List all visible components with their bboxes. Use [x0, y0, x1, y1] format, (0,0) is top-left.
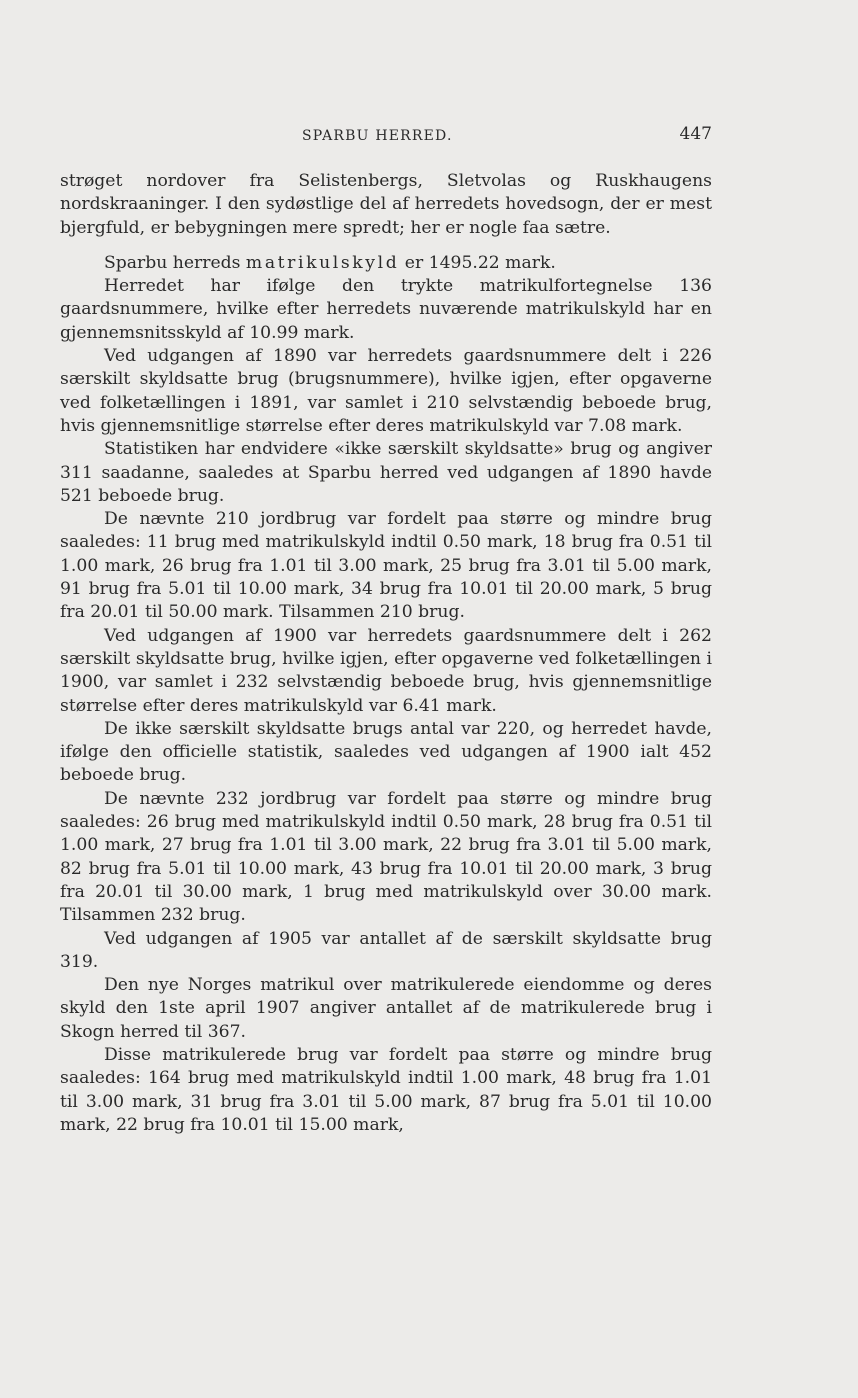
body-text	[60, 170, 712, 1137]
running-title: SPARBU HERRED.	[302, 128, 453, 144]
page-number: 447	[679, 124, 712, 144]
paragraph: strøget nordover fra Selistenbergs, Sletvolas og Ruskhaugens nordskraaninger. I den sydøstlige del af herredets hovedsogn, der er mest bjergfuld, er bebygningen mere spredt; her er nogle faa sætre.	[60, 171, 712, 238]
paragraph: Ved udgangen af 1905 var antallet af de særskilt skyldsatte brug 319.	[60, 928, 712, 972]
matrikulskyld-term: matrikulskyld	[245, 252, 400, 273]
paragraph: De nævnte 232 jordbrug var fordelt paa større og mindre brug saaledes: 26 brug med matrikulskyld indtil 0.50 mark, 28 brug fra 0.51 til 1.00 mark, 27 brug fra 1.01 til 3.00 mark, 22 brug fra 3.01 til 5.00 mark, 82 brug fra 5.01 til 10.00 mark, 43 brug fra 10.01 til 20.00 mark, 3 brug fra 20.01 til 30.00 mark, 1 brug med matrikulskyld over 30.00 mark. Tilsammen 232 brug.	[60, 788, 712, 926]
paragraph: De ikke særskilt skyldsatte brugs antal var 220, og herredet havde, ifølge den officielle statistik, saaledes ved udgangen af 1900 ialt 452 beboede brug.	[60, 718, 712, 786]
matrikulskyld-paragraph	[60, 252, 712, 275]
paragraph: Statistiken har endvidere «ikke særskilt skyldsatte» brug og angiver 311 saadanne, saaledes at Sparbu herred ved udgangen af 1890 havde 521 beboede brug.	[60, 439, 712, 506]
matrikulskyld-prefix: Sparbu herreds	[104, 252, 241, 273]
paragraph: Disse matrikulerede brug var fordelt paa større og mindre brug saaledes: 164 brug med matrikulskyld indtil 1.00 mark, 48 brug fra 1.01 til 3.00 mark, 31 brug fra 3.01 til 5.00 mark, 87 brug fra 5.01 til 10.00 mark, 22 brug fra 10.01 til 15.00 mark,	[60, 1044, 712, 1135]
paragraph: Herredet har ifølge den trykte matrikulfortegnelse 136 gaardsnummere, hvilke efter herredets nuværende matrikulskyld har en gjennemsnitsskyld af 10.99 mark.	[60, 276, 712, 343]
paragraph: Den nye Norges matrikul over matrikulerede eiendomme og deres skyld den 1ste april 1907 angiver antallet af de matrikulerede brug i Skogn herred til 367.	[60, 975, 712, 1042]
matrikulskyld-suffix: er 1495.22 mark.	[404, 252, 556, 273]
paragraph: De nævnte 210 jordbrug var fordelt paa større og mindre brug saaledes: 11 brug med matrikulskyld indtil 0.50 mark, 18 brug fra 0.51 til 1.00 mark, 26 brug fra 1.01 til 3.00 mark, 25 brug fra 3.01 til 5.00 mark, 91 brug fra 5.01 til 10.00 mark, 34 brug fra 10.01 til 20.00 mark, 5 brug fra 20.01 til 50.00 mark. Tilsammen 210 brug.	[60, 509, 712, 623]
page-header	[62, 124, 712, 150]
paragraph: Ved udgangen af 1900 var herredets gaardsnummere delt i 262 særskilt skyldsatte brug, hvilke igjen, efter opgaverne ved folketællingen i 1900, var samlet i 232 selvstændig beboede brug, hvis gjennemsnitlige størrelse efter deres matrikulskyld var 6.41 mark.	[60, 625, 712, 716]
paragraph: Ved udgangen af 1890 var herredets gaardsnummere delt i 226 særskilt skyldsatte brug (brugsnummere), hvilke igjen, efter opgaverne ved folketællingen i 1891, var samlet i 210 selvstændig beboede brug, hvis gjennemsnitlige størrelse efter deres matrikulskyld var 7.08 mark.	[60, 346, 712, 436]
